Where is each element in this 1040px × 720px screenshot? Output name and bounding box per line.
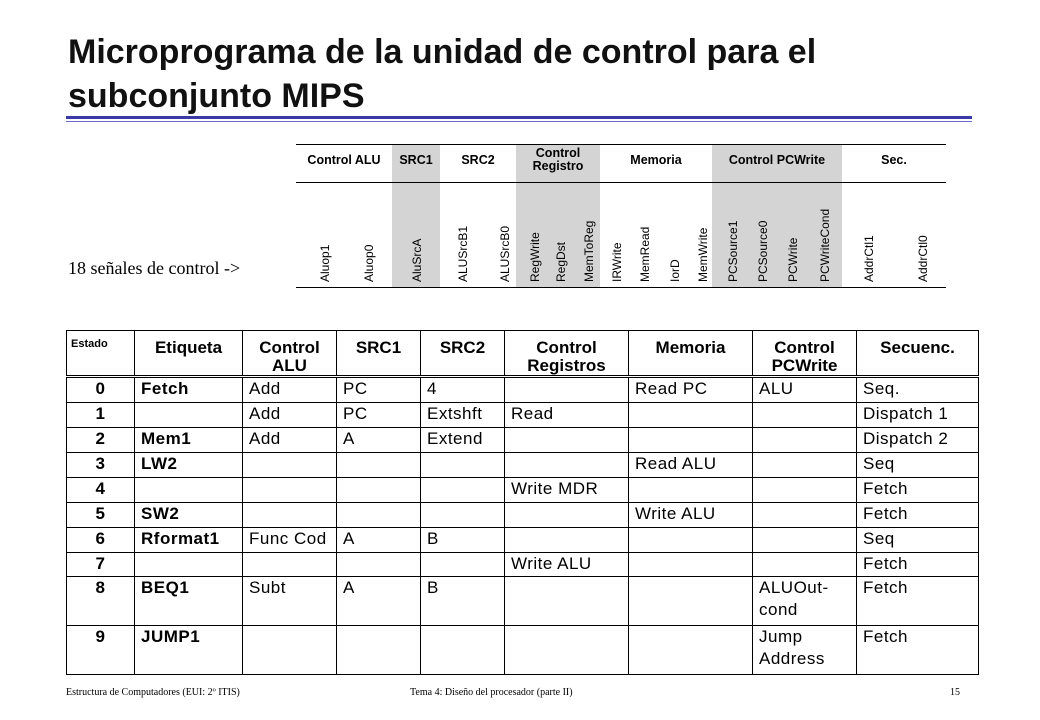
signal-name: IRWrite — [610, 242, 624, 282]
cell-estado: 7 — [67, 552, 135, 577]
signal-name: AluSrcA — [410, 238, 424, 282]
signal-name: PCSource0 — [756, 220, 770, 282]
signals-label: 18 señales de control -> — [68, 258, 241, 278]
header-control-registros: Control Registros — [505, 331, 629, 377]
cell-control-registros — [505, 527, 629, 552]
table-row — [67, 577, 979, 626]
footer-page-number: 15 — [950, 687, 960, 698]
cell-estado: 6 — [67, 527, 135, 552]
table-row — [67, 552, 979, 577]
cell-control-pcwrite — [753, 452, 857, 477]
cell-control-pcwrite: Jump Address — [753, 626, 857, 675]
cell-control-pcwrite — [753, 527, 857, 552]
cell-secuenc: Fetch — [857, 626, 979, 675]
cell-control-registros — [505, 427, 629, 452]
cell-estado: 4 — [67, 477, 135, 502]
group-control-pcwrite: Control PCWrite — [728, 153, 826, 167]
cell-control-alu: Func Cod — [243, 527, 337, 552]
cell-control-registros: Write MDR — [505, 477, 629, 502]
signal-name: RegDst — [554, 241, 568, 282]
cell-control-alu: Add — [243, 427, 337, 452]
header-estado: Estado — [67, 331, 135, 377]
cell-control-registros — [505, 377, 629, 403]
group-src1: SRC1 — [399, 153, 433, 167]
cell-control-alu: Add — [243, 403, 337, 428]
group-control-alu: Control ALU — [307, 153, 381, 167]
table-row — [67, 477, 979, 502]
table-row — [67, 427, 979, 452]
cell-etiqueta: Rformat1 — [135, 527, 243, 552]
cell-secuenc: Fetch — [857, 577, 979, 626]
cell-memoria: Write ALU — [629, 502, 753, 527]
cell-secuenc: Seq — [857, 527, 979, 552]
cell-control-registros: Write ALU — [505, 552, 629, 577]
cell-src1 — [337, 552, 421, 577]
cell-src1: PC — [337, 403, 421, 428]
signal-name: PCSource1 — [726, 220, 740, 282]
cell-etiqueta — [135, 477, 243, 502]
cell-src1: A — [337, 527, 421, 552]
cell-control-registros — [505, 452, 629, 477]
cell-secuenc: Fetch — [857, 552, 979, 577]
control-signal-diagram — [296, 144, 946, 288]
cell-etiqueta: Fetch — [135, 377, 243, 403]
cell-estado: 9 — [67, 626, 135, 675]
cell-src1: A — [337, 427, 421, 452]
cell-secuenc: Dispatch 1 — [857, 403, 979, 428]
cell-src2 — [421, 626, 505, 675]
cell-secuenc: Dispatch 2 — [857, 427, 979, 452]
signal-name: PCWriteCond — [818, 208, 832, 282]
cell-src2: B — [421, 527, 505, 552]
cell-src2 — [421, 477, 505, 502]
signal-name: RegWrite — [528, 232, 542, 282]
signal-name: IorD — [668, 259, 682, 282]
cell-src1 — [337, 452, 421, 477]
title-underline — [66, 116, 972, 119]
cell-memoria — [629, 527, 753, 552]
cell-control-pcwrite: ALU — [753, 377, 857, 403]
cell-etiqueta — [135, 403, 243, 428]
cell-control-pcwrite — [753, 403, 857, 428]
microprogram-table — [66, 330, 979, 675]
title-underline-thin — [66, 121, 972, 122]
cell-control-pcwrite — [753, 477, 857, 502]
cell-src2: Extshft — [421, 403, 505, 428]
cell-secuenc: Seq. — [857, 377, 979, 403]
cell-control-pcwrite — [753, 502, 857, 527]
signal-bottom-border — [296, 287, 946, 288]
cell-control-registros — [505, 626, 629, 675]
footer-course: Estructura de Computadores (EUI: 2º ITIS) — [66, 687, 240, 698]
cell-etiqueta: JUMP1 — [135, 626, 243, 675]
cell-control-pcwrite — [753, 427, 857, 452]
cell-control-alu — [243, 552, 337, 577]
group-sec: Sec. — [881, 153, 907, 167]
cell-src2: 4 — [421, 377, 505, 403]
cell-memoria — [629, 626, 753, 675]
cell-src2: B — [421, 577, 505, 626]
cell-estado: 3 — [67, 452, 135, 477]
cell-src1 — [337, 502, 421, 527]
header-src2: SRC2 — [421, 331, 505, 377]
cell-src2 — [421, 452, 505, 477]
cell-control-pcwrite — [753, 552, 857, 577]
cell-src2: Extend — [421, 427, 505, 452]
cell-memoria — [629, 403, 753, 428]
cell-memoria — [629, 552, 753, 577]
cell-src1 — [337, 626, 421, 675]
cell-src1: A — [337, 577, 421, 626]
cell-control-pcwrite: ALUOut-cond — [753, 577, 857, 626]
group-src2: SRC2 — [461, 153, 495, 167]
cell-estado: 1 — [67, 403, 135, 428]
signal-name: MemToReg — [582, 220, 596, 282]
cell-control-alu: Add — [243, 377, 337, 403]
header-src1: SRC1 — [337, 331, 421, 377]
cell-memoria — [629, 577, 753, 626]
signal-name: AddrCtl1 — [862, 235, 876, 282]
table-header-row — [67, 331, 979, 377]
cell-estado: 2 — [67, 427, 135, 452]
group-control-registro: Control Registro — [532, 146, 584, 173]
signal-name: ALUSrcB1 — [456, 225, 470, 282]
table-row — [67, 626, 979, 675]
cell-secuenc: Fetch — [857, 477, 979, 502]
cell-src1: PC — [337, 377, 421, 403]
cell-secuenc: Seq — [857, 452, 979, 477]
cell-control-registros — [505, 577, 629, 626]
title-line-1: Microprograma de la unidad de control para el — [68, 33, 817, 71]
footer-topic: Tema 4: Diseño del procesador (parte II) — [410, 687, 573, 698]
header-etiqueta: Etiqueta — [135, 331, 243, 377]
cell-control-registros: Read — [505, 403, 629, 428]
header-control-pcwrite: Control PCWrite — [753, 331, 857, 377]
cell-control-alu — [243, 452, 337, 477]
cell-src2 — [421, 552, 505, 577]
signal-group-divider — [296, 182, 946, 183]
cell-control-alu: Subt — [243, 577, 337, 626]
header-control-alu: Control ALU — [243, 331, 337, 377]
cell-secuenc: Fetch — [857, 502, 979, 527]
cell-etiqueta: LW2 — [135, 452, 243, 477]
table-row — [67, 403, 979, 428]
cell-memoria: Read ALU — [629, 452, 753, 477]
header-memoria: Memoria — [629, 331, 753, 377]
cell-control-registros — [505, 502, 629, 527]
cell-estado: 5 — [67, 502, 135, 527]
table-row — [67, 452, 979, 477]
signal-name: Aluop1 — [318, 244, 332, 282]
cell-etiqueta: BEQ1 — [135, 577, 243, 626]
table-row — [67, 377, 979, 403]
cell-memoria — [629, 427, 753, 452]
cell-control-alu — [243, 502, 337, 527]
signal-name: PCWrite — [786, 237, 800, 282]
table-row — [67, 527, 979, 552]
signal-name: MemWrite — [696, 227, 710, 282]
header-secuenc: Secuenc. — [857, 331, 979, 377]
signal-name: Aluop0 — [362, 244, 376, 282]
group-memoria: Memoria — [630, 153, 682, 167]
cell-memoria — [629, 477, 753, 502]
signal-top-border — [296, 144, 946, 145]
cell-control-alu — [243, 477, 337, 502]
cell-etiqueta: Mem1 — [135, 427, 243, 452]
cell-src1 — [337, 477, 421, 502]
slide-title — [68, 30, 968, 118]
title-line-2: subconjunto MIPS — [68, 77, 365, 115]
cell-estado: 0 — [67, 377, 135, 403]
signal-name: AddrCtl0 — [916, 235, 930, 282]
cell-etiqueta: SW2 — [135, 502, 243, 527]
cell-memoria: Read PC — [629, 377, 753, 403]
cell-src2 — [421, 502, 505, 527]
signal-name: ALUSrcB0 — [498, 225, 512, 282]
cell-control-alu — [243, 626, 337, 675]
cell-estado: 8 — [67, 577, 135, 626]
cell-etiqueta — [135, 552, 243, 577]
table-row — [67, 502, 979, 527]
signal-name: MemRead — [638, 226, 652, 282]
